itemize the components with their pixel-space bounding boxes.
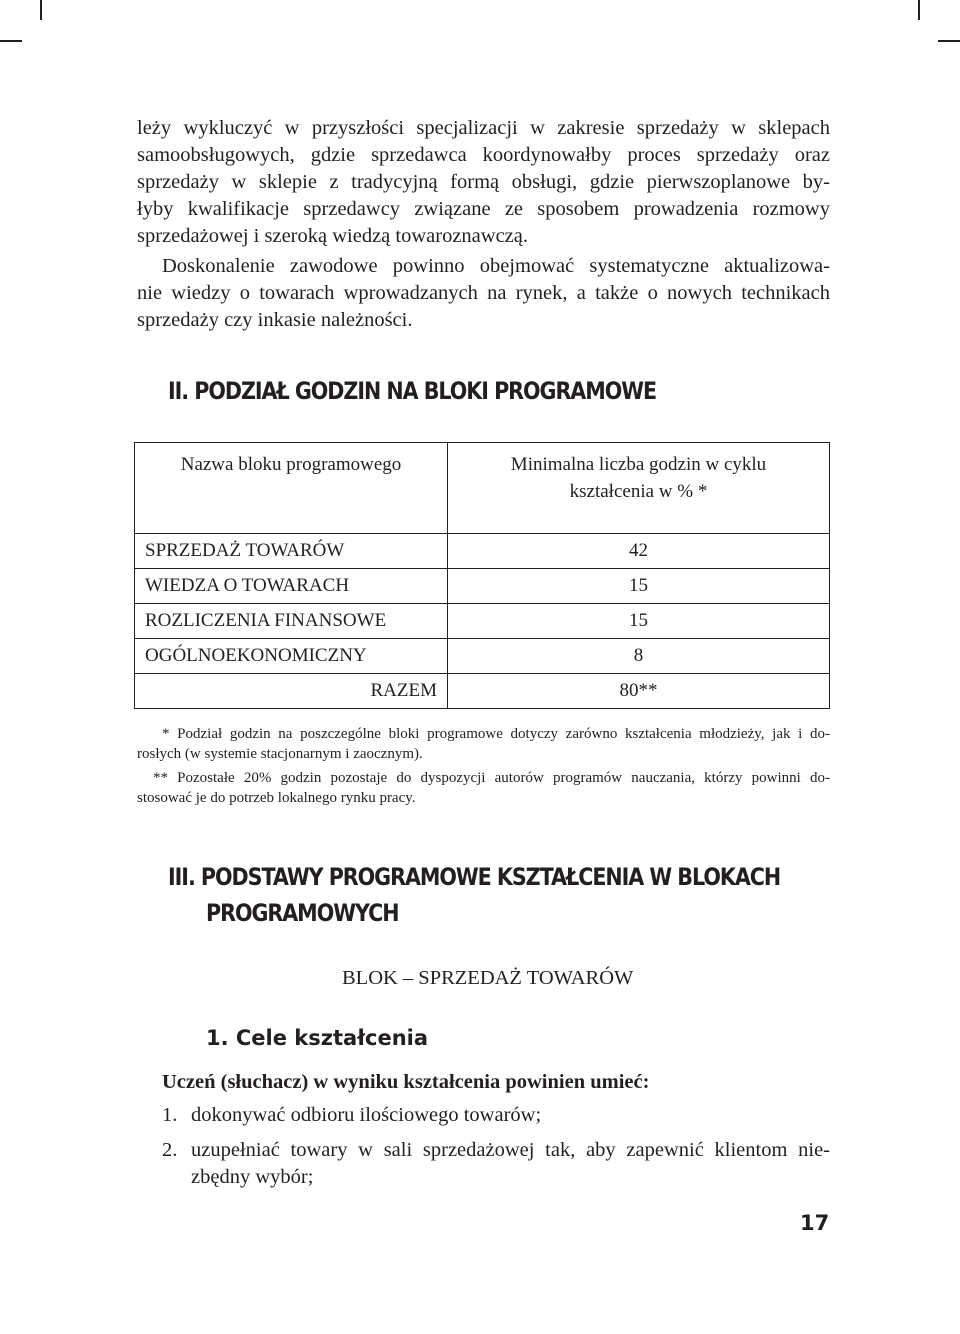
column-header-line: kształcenia w % * (569, 481, 708, 502)
body-paragraph (137, 253, 830, 334)
table-total-row (135, 674, 830, 709)
text-line: sprzedaży czy inkasie należności. (137, 309, 413, 331)
subsection-heading: 1. Cele kształcenia (206, 1026, 429, 1050)
block-title: BLOK – SPRZEDAŻ TOWARÓW (342, 967, 634, 989)
block-name: SPRZEDAŻ TOWARÓW (135, 534, 448, 569)
column-header: Nazwa bloku programowego (135, 443, 448, 534)
list-number: 2. (162, 1139, 178, 1161)
table-header-row (135, 443, 830, 534)
goals-list (162, 1102, 830, 1199)
list-item (162, 1137, 830, 1191)
text-line: uzupełniać towary w sali sprzedażowej tak, aby zapewnić klientom nie- (191, 1139, 830, 1161)
table-row (135, 569, 830, 604)
block-name: OGÓLNOEKONOMICZNY (135, 639, 448, 674)
text-line: Doskonalenie zawodowe powinno obejmować systematyczne aktualizowa- (162, 255, 830, 277)
list-text (191, 1137, 830, 1191)
section-heading: PROGRAMOWYCH (206, 899, 399, 927)
footnote (137, 724, 830, 764)
lead-sentence: Uczeń (słuchacz) w wyniku kształcenia powinien umieć: (162, 1071, 650, 1093)
text-line: sprzedaży w sklepie z tradycyjną formą obsługi, gdzie pierwszoplanowe by- (137, 171, 830, 193)
text-line: zbędny wybór; (191, 1166, 314, 1188)
body-paragraph (137, 115, 830, 250)
crop-mark (938, 40, 960, 42)
crop-mark (918, 0, 920, 20)
footnote-line: stosować je do potrzeb lokalnego rynku pracy. (137, 790, 416, 806)
text-line: łyby kwalifikacje sprzedawcy związane ze sposobem prowadzenia rozmowy (137, 198, 830, 220)
block-hours: 8 (448, 639, 830, 674)
text-line: sprzedażowej i szeroką wiedzą towaroznawczą. (137, 225, 528, 247)
crop-mark (40, 0, 42, 20)
section-heading: II. PODZIAŁ GODZIN NA BLOKI PROGRAMOWE (168, 377, 657, 405)
text-line: leży wykluczyć w przyszłości specjalizacji w zakresie sprzedaży w sklepach (137, 117, 830, 139)
text-line: dokonywać odbioru ilościowego towarów; (191, 1104, 542, 1126)
footnote (137, 768, 830, 808)
block-hours: 42 (448, 534, 830, 569)
block-name: ROZLICZENIA FINANSOWE (135, 604, 448, 639)
section-heading: III. PODSTAWY PROGRAMOWE KSZTAŁCENIA W BLOKACH (168, 863, 781, 891)
list-text (191, 1102, 830, 1129)
text-line: nie wiedzy o towarach wprowadzanych na rynek, a także o nowych technikach (137, 282, 830, 304)
table-row (135, 534, 830, 569)
list-item (162, 1102, 830, 1129)
table-row (135, 604, 830, 639)
column-header (448, 443, 830, 534)
footnote-line: ** Pozostałe 20% godzin pozostaje do dyspozycji autorów programów nauczania, którzy powinni do- (153, 770, 830, 786)
block-hours: 15 (448, 569, 830, 604)
page-number: 17 (800, 1211, 830, 1235)
total-value: 80** (448, 674, 830, 709)
block-hours: 15 (448, 604, 830, 639)
footnote-line: * Podział godzin na poszczególne bloki programowe dotyczy zarówno kształcenia młodzieży, jak i do- (162, 726, 830, 742)
text-line: samoobsługowych, gdzie sprzedawca koordynowałby proces sprzedaży oraz (137, 144, 830, 166)
footnote-line: rosłych (w systemie stacjonarnym i zaocznym). (137, 746, 423, 762)
crop-mark (0, 40, 22, 42)
block-name: WIEDZA O TOWARACH (135, 569, 448, 604)
program-blocks-table (134, 442, 830, 709)
list-number: 1. (162, 1104, 178, 1126)
total-label: RAZEM (135, 674, 448, 709)
column-header-line: Minimalna liczba godzin w cyklu (510, 454, 767, 475)
table-row (135, 639, 830, 674)
